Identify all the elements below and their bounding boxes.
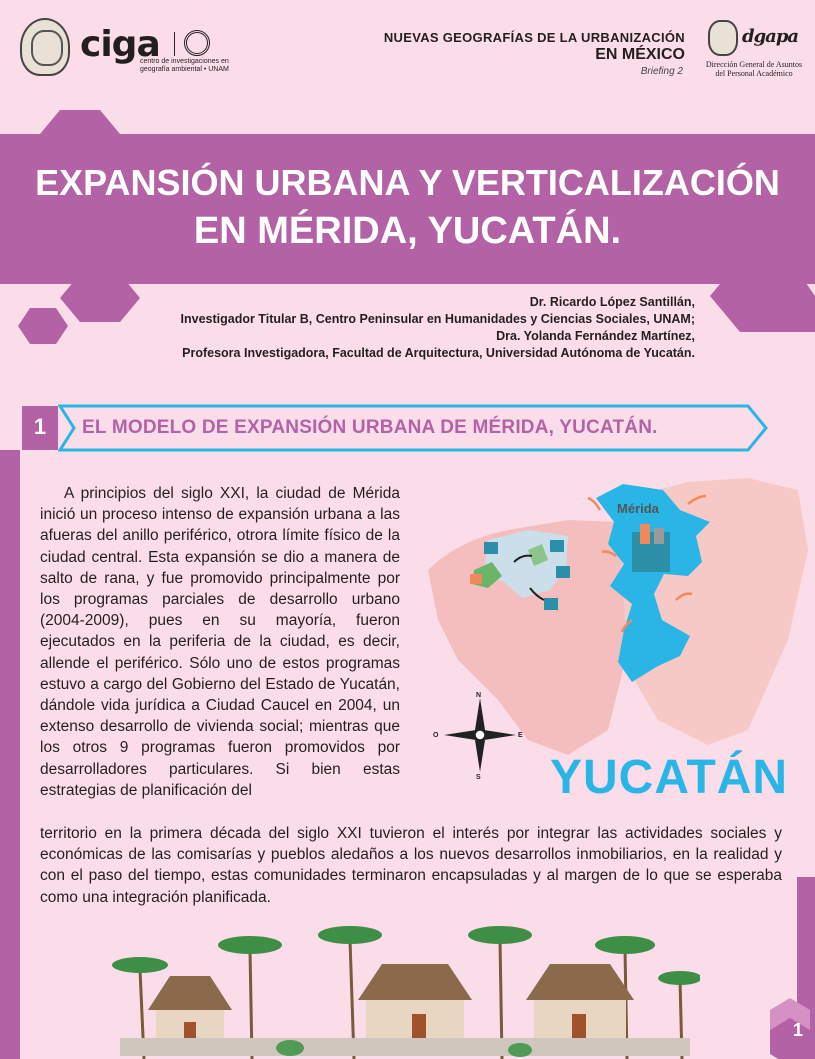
left-accent-bar — [0, 450, 20, 1059]
hexagon-icon — [18, 308, 68, 344]
section-number: 1 — [33, 414, 47, 439]
building-cluster-icon — [640, 524, 650, 544]
building-icon — [550, 540, 564, 552]
series-title-line-1: NUEVAS GEOGRAFÍAS DE LA URBANIZACIÓN — [383, 30, 685, 45]
page-title-line-1: EXPANSIÓN URBANA Y VERTICALIZACIÓN — [35, 162, 780, 203]
building-icon — [556, 566, 570, 578]
unam-seal-icon — [20, 18, 70, 76]
author-line-2: Investigador Titular B, Centro Peninsular en Humanidades y Ciencias Sociales, UNAM; — [180, 312, 695, 326]
dgapa-logo: dgapa — [742, 26, 799, 47]
title-band — [0, 134, 815, 284]
ciga-fingerprint-icon — [184, 30, 210, 56]
compass-rose-icon — [430, 690, 530, 780]
author-credits — [181, 294, 695, 362]
ciga-logo: ciga — [80, 24, 160, 65]
author-line-3: Dra. Yolanda Fernández Martínez, — [496, 329, 695, 343]
stone-wall — [120, 1038, 690, 1056]
thatched-hut-icon — [358, 964, 472, 1048]
page-number: 1 — [792, 1020, 803, 1040]
ciga-subtitle-line-2: geografía ambiental • UNAM — [140, 66, 229, 73]
compass-n: N — [476, 692, 482, 699]
dgapa-subtitle-line-2: del Personal Académico — [715, 69, 793, 78]
body-paragraph-full: territorio en la primera década del siglo XXI tuvieron el interés por integrar las actividades sociales y económicas de las comisarías y pueblos aledaños a los nuevos desarrollos inmobiliarios, en la realidad y con el paso del tiempo, estas comunidades terminaron encapsuladas y al margen de lo que se esperaba como una integración planificada. — [40, 825, 782, 906]
ciga-subtitle-line-1: centro de investigaciones en — [140, 58, 229, 65]
section-title: EL MODELO DE EXPANSIÓN URBANA DE MÉRIDA, YUCATÁN. — [82, 417, 658, 438]
dgapa-subtitle-line-1: Dirección General de Asuntos — [705, 60, 803, 69]
dgapa-seal-icon — [708, 20, 738, 56]
compass-e: E — [518, 732, 523, 739]
series-title-line-2: EN MÉXICO — [595, 46, 685, 63]
building-cluster-icon — [654, 528, 664, 544]
body-paragraph-column: A principios del siglo XXI, la ciudad de Mérida inició un proceso intenso de expansión urbana a las afueras del anillo periférico, otrora límite físico de la ciudad central. Esta expansión se dio a manera de salto de rana, y fue promovido principalmente por los programas parciales de desarrollo urbano (2004-2009), pues en su mayoría, fueron ejecutados en la periferia de la ciudad, es decir, allende el periférico. Sólo uno de estos programas estuvo a cargo del Gobierno del Estado de Yucatán, dándole vida jurídica a Ciudad Caucel en 2004, un extenso desarrollo de vivienda social; mientras que los otros 9 programas fueron promovidos por desarrolladores particulares. Si bien estas estrategias de planificación del — [40, 485, 400, 799]
map-label-merida: Mérida — [617, 501, 659, 516]
compass-o: O — [433, 732, 439, 739]
dgapa-subtitle — [704, 60, 804, 78]
page-title-line-2: EN MÉRIDA, YUCATÁN. — [193, 210, 622, 252]
building-icon — [544, 598, 558, 610]
author-line-4: Profesora Investigadora, Facultad de Arquitectura, Universidad Autónoma de Yucatán. — [182, 346, 695, 360]
logo-divider — [174, 32, 175, 56]
ciga-subtitle — [140, 58, 229, 74]
building-cluster-icon — [632, 532, 670, 572]
briefing-label: Briefing 2 — [640, 66, 683, 77]
thatched-hut-icon — [526, 964, 634, 1048]
building-icon — [470, 574, 482, 584]
map-label-yucatan: YUCATÁN — [550, 751, 789, 804]
building-icon — [484, 542, 498, 554]
compass-s: S — [476, 774, 481, 781]
author-line-1: Dr. Ricardo López Santillán, — [529, 295, 695, 309]
village-illustration — [100, 910, 700, 1059]
